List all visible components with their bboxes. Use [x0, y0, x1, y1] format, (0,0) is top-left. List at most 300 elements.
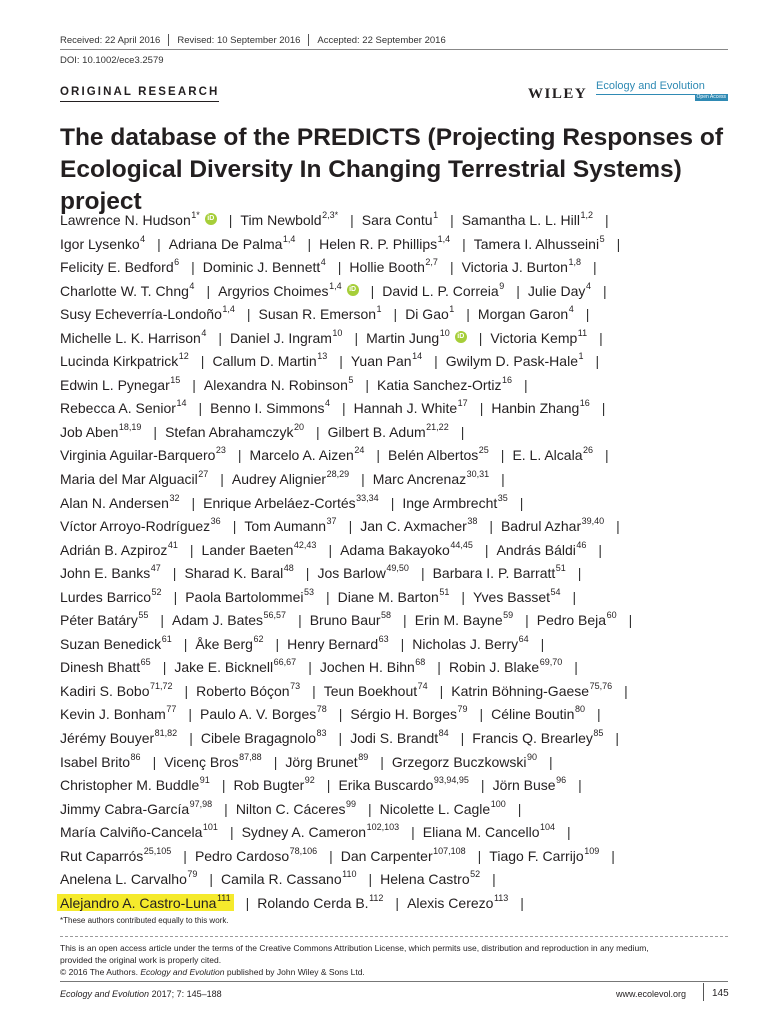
affiliation-superscript: 38 [467, 516, 478, 527]
author-name-text: Sérgio H. Borges [350, 706, 457, 723]
author-name-text: Vicenç Bros [164, 753, 239, 770]
author-name-text: Jodi S. Brandt [350, 730, 439, 747]
author-name [377, 374, 513, 393]
author-name-text: Nicolette L. Cagle [379, 800, 491, 817]
footer-journal-name: Ecology and Evolution [60, 989, 150, 999]
author-name-text: Job Aben [60, 423, 119, 440]
author-name [379, 798, 506, 817]
author-row [60, 374, 750, 398]
affiliation-superscript: 78 [316, 704, 327, 715]
author-name-text: Dan Carpenter [340, 847, 433, 864]
author-separator: | [365, 376, 370, 393]
affiliation-superscript: 36 [210, 516, 221, 527]
author-name-text: Erin M. Bayne [414, 612, 503, 629]
author-name [415, 612, 513, 628]
author-separator: | [157, 235, 161, 252]
author-name [60, 259, 179, 275]
affiliation-superscript: 17 [457, 398, 468, 409]
journal-website[interactable]: www.ecolevol.org [616, 989, 687, 999]
author-name-text: Edwin L. Pynegar [60, 376, 170, 393]
author-name-text: Helen R. P. Phillips [319, 235, 438, 252]
orcid-icon[interactable]: iD [455, 331, 467, 343]
author-name [60, 492, 180, 511]
author-separator: | [449, 259, 454, 276]
author-separator: | [616, 518, 620, 535]
author-name [259, 306, 382, 322]
affiliation-superscript: 86 [130, 751, 141, 762]
author-separator: | [480, 777, 485, 794]
affiliation-superscript: 104 [540, 822, 556, 833]
author-separator: | [370, 282, 375, 299]
author-name [319, 233, 451, 252]
author-name-text: Adama Bakayoko [340, 541, 450, 558]
affiliation-superscript: 24 [354, 445, 365, 456]
affiliation-superscript: 1,4 [437, 233, 451, 244]
affiliation-superscript: 51 [555, 563, 566, 574]
author-separator: | [221, 777, 226, 794]
author-name-text: Rebecca A. Senior [60, 400, 176, 417]
author-separator: | [479, 706, 484, 723]
author-name-text: Camila R. Cassano [221, 871, 342, 888]
author-separator: | [395, 894, 400, 911]
author-separator: | [354, 329, 359, 346]
author-row [60, 327, 750, 351]
affiliation-superscript: 33,34 [356, 492, 379, 503]
author-separator: | [578, 777, 582, 794]
author-name-text: Bruno Baur [309, 612, 381, 629]
author-separator: | [517, 800, 522, 817]
dates-bar [60, 34, 454, 46]
author-separator: | [339, 353, 343, 370]
author-separator: | [338, 730, 343, 747]
author-name [537, 612, 617, 628]
author-name [164, 751, 262, 770]
author-name [60, 353, 189, 369]
author-name-text: Grzegorz Buczkowski [391, 753, 527, 770]
affiliation-superscript: 4 [189, 280, 195, 291]
affiliation-superscript: 39,40 [581, 516, 605, 527]
author-name [60, 680, 173, 699]
author-row [60, 421, 750, 445]
affiliation-superscript: 18,19 [118, 421, 142, 432]
author-name [60, 871, 197, 887]
affiliation-superscript: 113 [493, 892, 509, 903]
author-name [240, 212, 338, 228]
author-separator: | [478, 329, 483, 346]
author-name [60, 421, 142, 440]
author-separator: | [461, 588, 465, 605]
author-separator: | [393, 306, 398, 323]
author-name-text: Samantha L. L. Hill [461, 212, 581, 228]
author-name-text: Tamera I. Alhusseini [473, 235, 600, 252]
author-name [60, 327, 207, 346]
author-name-text: Adrián B. Azpiroz [60, 541, 168, 558]
affiliation-superscript: 79 [457, 704, 468, 715]
affiliation-superscript: 37 [326, 516, 337, 527]
author-name-text: Paulo A. V. Borges [200, 706, 317, 723]
affiliation-superscript: 30,31 [466, 469, 490, 480]
author-name [244, 518, 336, 534]
author-name-text: Victoria J. Burton [461, 259, 568, 276]
affiliation-superscript: 16 [502, 374, 513, 385]
author-name-text: Francis Q. Brearley [472, 730, 593, 747]
affiliation-superscript: 20 [293, 421, 304, 432]
affiliation-superscript: 27 [198, 469, 209, 480]
affiliation-superscript: 52 [470, 869, 481, 880]
affiliation-superscript: 68 [415, 657, 426, 668]
author-name [462, 212, 593, 228]
author-name [402, 492, 508, 511]
author-name [285, 751, 369, 770]
author-row [60, 868, 750, 892]
author-name-text: Belén Albertos [387, 447, 479, 464]
author-name-text: Enrique Arbeláez-Cortés [203, 494, 356, 511]
author-name [446, 353, 584, 369]
author-name [60, 447, 226, 463]
author-separator: | [237, 447, 242, 464]
affiliation-superscript: 54 [550, 586, 561, 597]
author-name [351, 353, 422, 369]
affiliation-superscript: 25 [478, 445, 489, 456]
author-name [203, 259, 326, 275]
author-name [174, 659, 296, 675]
author-name-text: Marc Ancrenaz [372, 471, 467, 488]
author-row [60, 303, 750, 327]
author-name [257, 892, 384, 911]
author-row [60, 444, 750, 468]
affiliation-superscript: 4 [585, 280, 591, 291]
affiliation-superscript: 1* [191, 210, 200, 220]
affiliation-superscript: 71,72 [150, 680, 173, 691]
author-row [60, 821, 750, 845]
author-separator: | [605, 447, 609, 464]
author-separator: | [315, 423, 320, 440]
page-number: 145 [712, 988, 729, 999]
author-name [349, 259, 438, 275]
author-name [490, 327, 588, 346]
author-name-text: Gwilym D. Pask-Hale [445, 353, 578, 370]
author-name-text: Henry Bernard [287, 635, 379, 652]
author-name-text: Badrul Azhar [500, 518, 582, 535]
author-name [340, 845, 466, 864]
author-separator: | [460, 730, 465, 747]
affiliation-superscript: 26 [582, 445, 593, 456]
affiliation-superscript: 107,108 [433, 845, 466, 856]
license-notice [60, 942, 732, 978]
accepted-date: Accepted: 22 September 2016 [317, 34, 446, 46]
author-row [60, 492, 750, 516]
author-separator: | [183, 635, 188, 652]
affiliation-superscript: 1 [449, 304, 455, 315]
author-name-text: Víctor Arroyo-Rodríguez [60, 518, 211, 535]
affiliation-superscript: 21,22 [426, 421, 449, 432]
affiliation-superscript: 64 [518, 633, 529, 644]
author-name-text: Kadiri S. Bobo [60, 682, 150, 699]
author-name [473, 233, 605, 252]
author-name [60, 306, 235, 322]
author-separator: | [592, 259, 597, 276]
affiliation-superscript: 4 [325, 398, 331, 409]
copyright-prefix: © 2016 The Authors. [60, 967, 138, 977]
author-separator: | [500, 447, 505, 464]
author-name [168, 233, 296, 252]
author-name-text: Susy Echeverría-Londoño [60, 306, 222, 323]
affiliation-superscript: 97,98 [189, 798, 213, 809]
author-name-text: Tim Newbold [240, 212, 322, 228]
author-name-text: Yuan Pan [350, 353, 412, 370]
author-separator: | [601, 400, 606, 417]
author-name-text: Marcelo A. Aizen [249, 447, 354, 464]
author-separator: | [308, 659, 312, 676]
author-name-text: John E. Banks [60, 565, 151, 582]
affiliation-superscript: 74 [417, 680, 428, 691]
author-row [60, 751, 750, 775]
author-separator: | [520, 894, 524, 911]
author-name [60, 751, 141, 770]
affiliation-superscript: 53 [303, 586, 314, 597]
affiliation-superscript: 49,50 [386, 563, 409, 574]
author-name [250, 447, 365, 463]
journal-name: Ecology and Evolution [596, 80, 705, 92]
affiliation-superscript: 62 [253, 633, 264, 644]
author-separator: | [616, 235, 621, 252]
author-name-text: Adriana De Palma [168, 235, 283, 252]
affiliation-superscript: 4 [140, 233, 146, 244]
author-name-text: Michelle L. K. Harrison [60, 329, 201, 346]
author-name [60, 633, 172, 652]
affiliation-superscript: 11 [577, 327, 588, 338]
author-name-text: Tiago F. Carrijo [489, 847, 584, 864]
author-name [412, 633, 529, 652]
affiliation-superscript: 1,4 [329, 280, 342, 291]
author-separator: | [585, 306, 590, 323]
author-name-text: Hanbin Zhang [491, 400, 580, 417]
author-separator: | [329, 847, 333, 864]
affiliation-superscript: 5 [348, 374, 354, 385]
affiliation-superscript: 59 [503, 610, 514, 621]
author-separator: | [489, 518, 493, 535]
author-name [489, 845, 600, 864]
author-name-text: Kevin J. Bonham [60, 706, 166, 723]
author-name [60, 824, 218, 840]
author-row [60, 586, 750, 610]
author-separator: | [192, 376, 196, 393]
author-name-text: Dinesh Bhatt [60, 659, 141, 676]
author-name-text: Helena Castro [380, 871, 470, 888]
author-separator: | [218, 329, 222, 346]
author-separator: | [173, 588, 178, 605]
author-separator: | [228, 212, 233, 228]
author-row [60, 280, 750, 304]
author-name [472, 730, 603, 746]
affiliation-superscript: 9 [499, 280, 505, 291]
author-name [165, 421, 304, 440]
affiliation-superscript: 81,82 [154, 728, 178, 739]
affiliation-superscript: 61 [161, 633, 172, 644]
author-separator: | [376, 447, 380, 464]
author-row [60, 397, 750, 421]
author-name-text: Alexandra N. Robinson [203, 376, 348, 393]
author-name [203, 374, 354, 393]
author-name-text: María Calviño-Cancela [60, 824, 203, 841]
author-separator: | [162, 659, 167, 676]
orcid-icon[interactable]: iD [205, 213, 217, 225]
author-name-text: Gilbert B. Adum [327, 423, 426, 440]
author-name-text: Sharad K. Baral [184, 565, 284, 582]
affiliation-superscript: 80 [574, 704, 585, 715]
author-row [60, 562, 750, 586]
author-name-text: Rut Caparrós [60, 847, 144, 864]
author-name [323, 680, 428, 699]
author-separator: | [189, 730, 193, 747]
author-separator: | [224, 800, 228, 817]
author-row [60, 680, 750, 704]
author-name-text: Katia Sanchez-Ortiz [377, 376, 502, 393]
author-row [60, 703, 750, 727]
author-name [60, 777, 210, 793]
author-name-text: Teun Boekhout [323, 682, 418, 699]
author-row [60, 798, 750, 822]
equal-contribution-footnote: *These authors contributed equally to this work. [60, 916, 229, 925]
author-name [340, 539, 473, 558]
author-name [493, 777, 567, 793]
author-row [60, 845, 750, 869]
author-separator: | [328, 541, 333, 558]
author-name [338, 777, 468, 793]
author-name-text: Julie Day [527, 282, 586, 299]
author-name-text: Jimmy Cabra-García [60, 800, 190, 817]
footer-citation: 2017; 7: 145–188 [151, 989, 222, 999]
author-name-text: Virginia Aguilar-Barquero [60, 447, 216, 464]
author-separator: | [548, 753, 553, 770]
author-row [60, 350, 750, 374]
author-separator: | [524, 376, 528, 393]
author-separator: | [403, 612, 407, 629]
affiliation-superscript: 23 [215, 445, 226, 456]
affiliation-superscript: 4 [568, 304, 574, 315]
affiliation-superscript: 90 [526, 751, 537, 762]
author-name-text: Katrin Böhning-Gaese [451, 682, 590, 699]
author-name [60, 706, 176, 722]
author-separator: | [183, 847, 187, 864]
affiliation-superscript: 44,45 [450, 539, 473, 550]
author-row [60, 774, 750, 798]
author-name-text: Barbara I. P. Barratt [432, 565, 556, 582]
author-name-text: Anelena L. Carvalho [60, 871, 187, 888]
author-row [60, 539, 750, 563]
license-line-1: This is an open access article under the terms of the Creative Commons Attribution License, which permits use, distribution and reproduction in any medium, [60, 943, 649, 953]
author-name [350, 706, 467, 722]
footer-rule [60, 981, 728, 982]
author-separator: | [577, 565, 582, 582]
author-separator: | [232, 518, 237, 535]
affiliation-superscript: 48 [283, 563, 294, 574]
author-row [60, 256, 750, 280]
author-separator: | [368, 800, 372, 817]
author-name-text: Victoria Kemp [490, 329, 578, 346]
author-separator: | [602, 282, 607, 299]
affiliation-superscript: 10 [439, 327, 450, 338]
author-name-text: Hollie Booth [349, 259, 425, 276]
author-name [184, 565, 293, 581]
affiliation-superscript: 47 [150, 563, 161, 574]
journal-citation [60, 989, 222, 999]
affiliation-superscript: 2,3* [322, 210, 339, 220]
author-name [451, 680, 613, 699]
section-label: ORIGINAL RESEARCH [60, 86, 219, 102]
author-name [210, 400, 330, 416]
author-name-text: Jörn Buse [492, 777, 556, 794]
author-name-text: Alexis Cerezo [407, 894, 494, 911]
author-separator: | [390, 494, 395, 511]
orcid-icon[interactable]: iD [347, 284, 359, 296]
author-name [362, 212, 438, 228]
affiliation-superscript: 87,88 [239, 751, 262, 762]
author-name-text: Eliana M. Cancello [422, 824, 540, 841]
author-name-text: Christopher M. Buddle [60, 777, 200, 794]
author-name-text: Pedro Beja [536, 612, 607, 629]
author-name [491, 706, 585, 722]
affiliation-superscript: 58 [381, 610, 392, 621]
author-separator: | [540, 635, 545, 652]
author-separator: | [348, 518, 353, 535]
author-name [496, 539, 587, 558]
author-name [462, 259, 581, 275]
affiliation-superscript: 46 [576, 539, 587, 550]
affiliation-superscript: 93,94,95 [433, 775, 469, 786]
date-separator [168, 34, 169, 46]
author-name [360, 518, 477, 534]
author-name-text: Nilton C. Cáceres [235, 800, 346, 817]
author-separator: | [337, 259, 342, 276]
author-separator: | [275, 635, 280, 652]
affiliation-superscript: 96 [556, 775, 567, 786]
author-separator: | [153, 423, 158, 440]
author-name [60, 612, 148, 628]
author-name-text: Sydney A. Cameron [241, 824, 367, 841]
author-name-text: Jan C. Axmacher [360, 518, 467, 535]
author-separator: | [191, 259, 195, 276]
author-name [287, 633, 389, 652]
author-name-text: Dominic J. Bennett [202, 259, 321, 276]
author-separator: | [420, 565, 425, 582]
doi[interactable]: DOI: 10.1002/ece3.2579 [60, 55, 164, 66]
author-name-text: Pedro Cardoso [194, 847, 290, 864]
author-name-text: E. L. Alcala [512, 447, 583, 464]
author-name [242, 824, 400, 840]
affiliation-superscript: 28,29 [326, 469, 350, 480]
affiliation-superscript: 16 [579, 398, 590, 409]
author-separator: | [368, 871, 373, 888]
author-separator: | [305, 565, 310, 582]
author-name [407, 892, 509, 911]
affiliation-superscript: 41 [167, 539, 178, 550]
date-separator [308, 34, 309, 46]
affiliation-superscript: 79 [187, 869, 198, 880]
author-name-text: Martin Jung [366, 329, 440, 346]
footer-separator [703, 983, 704, 1001]
author-separator: | [273, 753, 278, 770]
author-separator: | [477, 847, 482, 864]
author-name-text: Sara Contu [361, 212, 433, 228]
author-separator: | [220, 471, 224, 488]
author-name [354, 400, 468, 416]
author-row [60, 233, 750, 257]
affiliation-superscript: 99 [346, 798, 357, 809]
author-name-text: Susan R. Emerson [258, 306, 377, 323]
author-name [512, 447, 593, 463]
author-separator: | [342, 400, 346, 417]
